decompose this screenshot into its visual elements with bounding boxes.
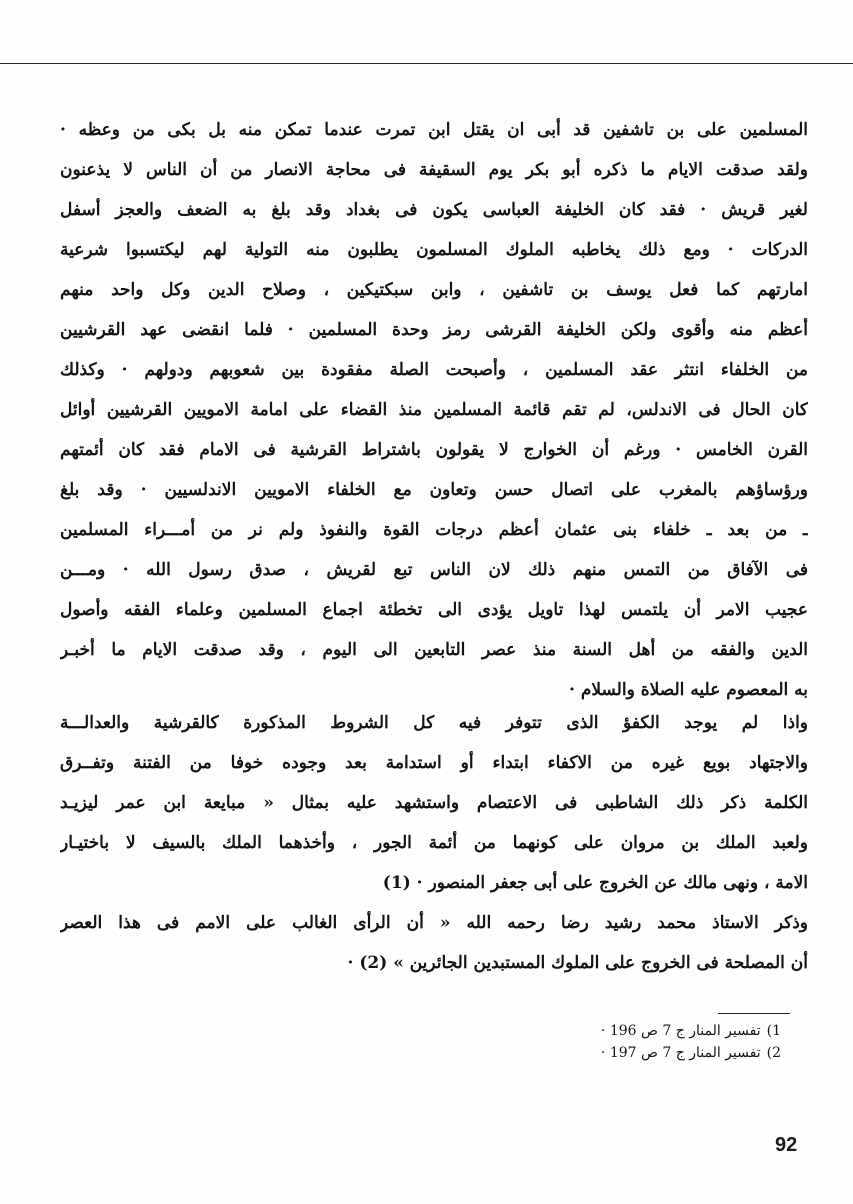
page-number: 92: [775, 1134, 798, 1156]
text-line: واذا لم يوجد الكفؤ الذى تتوفر فيه كل الشروط المذكورة كالقرشية والعدالـــة: [60, 713, 808, 733]
footnote-text: تفسير المنار ج 7 ص 196 ·: [600, 1023, 761, 1039]
paragraph-1: [60, 110, 808, 710]
text-line: ولعبد الملك بن مروان على كونهما من أئمة الجور ، وأخذهما الملك بالسيف لا باختيـار: [60, 833, 808, 853]
footnotes: [481, 1020, 781, 1064]
text-line: ـ من بعد ـ خلفاء بنى عثمان أعظم درجات القوة والنفوذ ولم نر من أمـــراء المسلمين: [60, 520, 808, 540]
text-line: ولقد صدقت الايام ما ذكره أبو بكر يوم السقيفة فى محاجة الانصار من أن الناس لا يذعنون: [60, 160, 808, 180]
footnote-separator: [718, 1013, 790, 1014]
paragraph-2: [60, 703, 808, 903]
text-line: امارتهم كما فعل يوسف بن تاشفين ، وابن سبكتيكين ، وصلاح الدين وكل واحد منهم: [60, 280, 808, 300]
text-line: لغير قريش · فقد كان الخليفة العباسى يكون فى بغداد وقد بلغ به الضعف والعجز أسفل: [60, 200, 808, 220]
text-line: والاجتهاد بويع غيره من الاكفاء ابتداء أو استدامة بعد وجوده خوفا من الفتنة وتفــرق: [60, 753, 808, 773]
text-line: المسلمين على بن تاشفين قد أبى ان يقتل ابن تمرت عندما تمكن منه بل بكى من وعظه ·: [60, 120, 808, 140]
footnote-2: [481, 1042, 781, 1064]
text-line: القرن الخامس · ورغم أن الخوارج لا يقولون باشتراط القرشية فى الامام فقد كان أئمتهم: [60, 440, 808, 460]
text-line: أن المصلحة فى الخروج على الملوك المستبدين الجائرين » (2) ·: [347, 953, 808, 973]
text-line: الكلمة ذكر ذلك الشاطبى فى الاعتصام واستشهد عليه بمثال « مبايعة ابن عمر ليزيـد: [60, 793, 808, 813]
text-line: فى الآفاق من التمس منهم ذلك لان الناس تبع لقريش ، صدق رسول الله · ومـــن: [60, 560, 808, 580]
text-line: الدين والفقه من أهل السنة منذ عصر التابعين الى اليوم ، وقد صدقت الايام ما أخبـر: [60, 640, 808, 660]
text-line: كان الحال فى الاندلس، لم تقم قائمة المسلمين منذ القضاء على امامة الامويين القرشيين أوائل: [60, 400, 808, 420]
text-line: ورؤساؤهم بالمغرب على اتصال حسن وتعاون مع الخلفاء الامويين الاندلسيين · وقد بلغ: [60, 480, 808, 500]
footnote-1: [481, 1020, 781, 1042]
text-line: عجيب الامر أن يلتمس لهذا تاويل يؤدى الى تخطئة اجماع المسلمين وعلماء الفقه وأصول: [60, 600, 808, 620]
footnote-number: 2): [766, 1045, 781, 1061]
footnote-text: تفسير المنار ج 7 ص 197 ·: [600, 1045, 761, 1061]
text-line: به المعصوم عليه الصلاة والسلام ·: [569, 680, 808, 700]
text-line: الدركات · ومع ذلك يخاطبه الملوك المسلمون يطلبون منه التولية لهم ليكتسبوا شرعية: [60, 240, 808, 260]
header-rule: [0, 63, 853, 64]
footnote-number: 1): [766, 1023, 781, 1039]
text-line: الامة ، ونهى مالك عن الخروج على أبى جعفر المنصور · (1): [382, 873, 808, 893]
text-line: أعظم منه وأقوى ولكن الخليفة القرشى رمز وحدة المسلمين · فلما انقضى عهد القرشيين: [60, 320, 808, 340]
text-line: من الخلفاء انتثر عقد المسلمين ، وأصبحت الصلة مفقودة بين شعوبهم ودولهم · وكذلك: [60, 360, 808, 380]
paragraph-3: [60, 903, 808, 983]
text-line: وذكر الاستاذ محمد رشيد رضا رحمه الله « أن الرأى الغالب على الامم فى هذا العصر: [60, 913, 808, 933]
